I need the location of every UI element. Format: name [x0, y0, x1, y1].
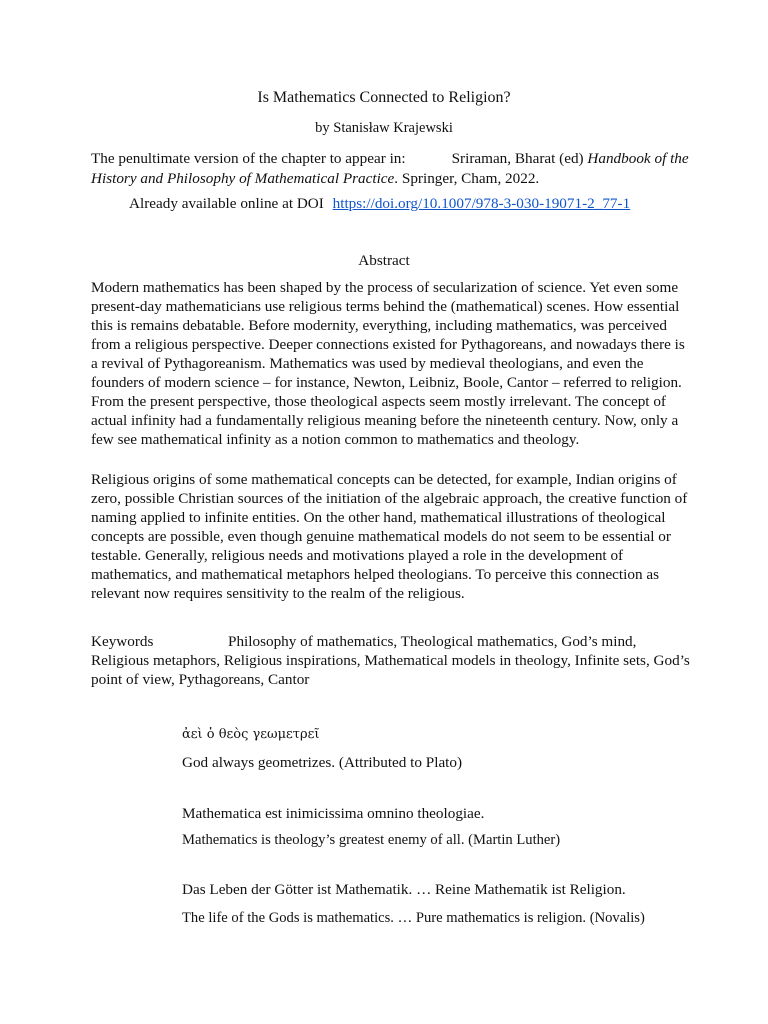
paper-title: Is Mathematics Connected to Religion?	[257, 89, 511, 106]
doi-line	[129, 194, 729, 213]
doi-link[interactable]: https://doi.org/10.1007/978-3-030-19071-2_77-1	[332, 195, 631, 212]
book-title: Handbook of the History and Philosophy of Mathematical Practice	[91, 150, 689, 187]
epigraph-plato-translation: God always geometrizes. (Attributed to Plato)	[182, 754, 463, 771]
publication-editor: Sriraman, Bharat (ed)	[451, 150, 584, 167]
keywords-label: Keywords	[91, 633, 154, 650]
abstract-heading: Abstract	[358, 252, 410, 269]
publication-lead: The penultimate version of the chapter to appear in:	[91, 150, 406, 167]
doi-label: Already available online at DOI	[129, 195, 324, 212]
author-byline: by Stanisław Krajewski	[315, 120, 453, 136]
keywords-text: Philosophy of mathematics, Theological mathematics, God’s mind, Religious metaphors, Religious inspirations, Mathematical models in theology, Infinite sets, God’s point of view, Pythagoreans, Cantor	[91, 633, 690, 688]
epigraph-novalis-translation: The life of the Gods is mathematics. … Pure mathematics is religion. (Novalis)	[182, 910, 645, 926]
epigraph-luther-translation: Mathematics is theology’s greatest enemy of all. (Martin Luther)	[182, 832, 561, 848]
abstract-paragraph-2: Religious origins of some mathematical concepts can be detected, for example, Indian origins of zero, possible Christian sources of the initiation of the algebraic approach, the creative function of naming applied to infinite entities. On the other hand, mathematical illustrations of theological concepts are possible, even though genuine mathematical models do not seem to be essential or testable. Generally, religious needs and motivations played a role in the development of mathematics, and mathematical metaphors helped theologians. To perceive this connection as relevant now requires sensitivity to the realm of the religious.	[91, 471, 688, 602]
publication-note	[91, 149, 691, 189]
abstract-paragraph-1: Modern mathematics has been shaped by the process of secularization of science. Yet even some present-day mathematicians use religious terms behind the (mathematical) scenes. How essential this is remains debatable. Before modernity, everything, including mathematics, was perceived from a religious perspective. Deeper connections existed for Pythagoreans, and nowadays there is a revival of Pythagoreanism. Mathematics was used by medieval theologians, and even the founders of modern science – for instance, Newton, Leibniz, Boole, Cantor – referred to religion. From the present perspective, those theological aspects seem mostly irrelevant. The concept of actual infinity had a fundamentally religious meaning before the nineteenth century. Now, only a few see mathematical infinity as a notion common to mathematics and theology.	[91, 279, 685, 448]
keywords-block	[91, 632, 691, 689]
epigraph-greek: ἀεὶ ὁ θεὸς γεωμετρεῖ	[182, 727, 320, 742]
epigraph-german: Das Leben der Götter ist Mathematik. … Reine Mathematik ist Religion.	[182, 881, 626, 898]
publisher-info: . Springer, Cham, 2022.	[394, 170, 540, 187]
epigraph-latin: Mathematica est inimicissima omnino theologiae.	[182, 805, 485, 822]
